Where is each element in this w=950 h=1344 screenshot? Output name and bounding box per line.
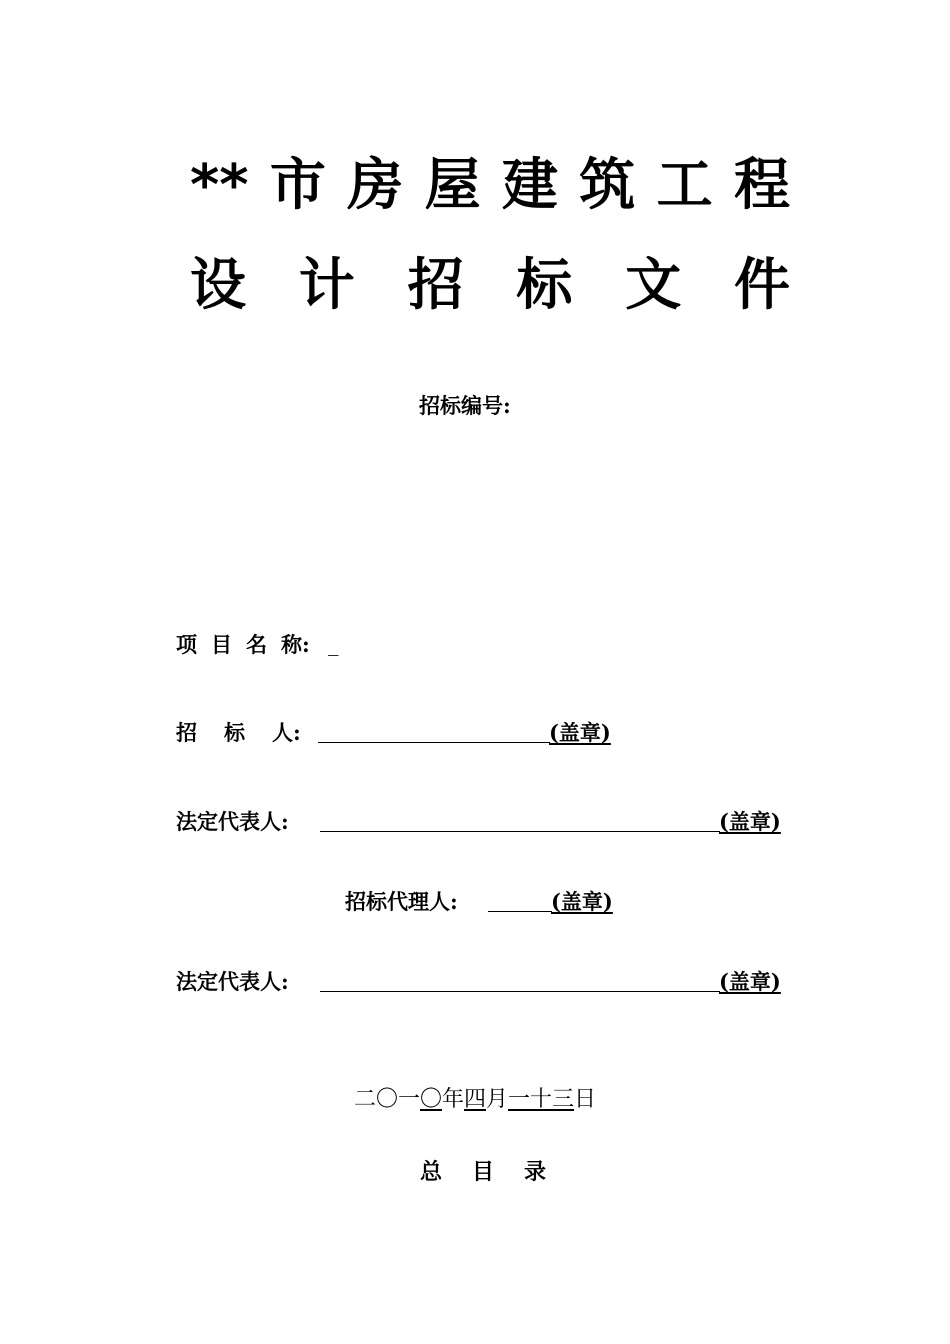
legal-rep-signature-line-1[interactable] (320, 831, 720, 832)
date-part: 〇 (419, 1087, 442, 1112)
title-char: 设 (190, 253, 246, 318)
title-char: 屋 (424, 153, 481, 218)
project-name-label (176, 634, 310, 655)
agent-seal: (盖章) (551, 889, 613, 914)
title-char: 程 (733, 153, 790, 218)
date-part: 年 (441, 1087, 464, 1112)
toc-char: 目 (472, 1159, 495, 1185)
agent-signature-line[interactable] (488, 911, 552, 912)
label-char: 招 (176, 720, 197, 745)
title-char: 筑 (579, 153, 636, 218)
date-part: 日 (574, 1087, 597, 1112)
date-part: 月 (486, 1087, 509, 1112)
legal-rep-label-1: 法定代表人: (176, 809, 289, 834)
title-char: 文 (625, 253, 682, 318)
legal-rep-seal-1: (盖章) (719, 809, 781, 834)
legal-rep-label-2: 法定代表人: (176, 969, 289, 994)
label-char: 人: (272, 720, 301, 745)
label-char: 目 (211, 632, 232, 657)
title-char: 建 (501, 153, 558, 218)
date-part: 一十三 (508, 1087, 575, 1112)
toc-char: 总 (420, 1159, 443, 1185)
project-name-value[interactable]: _ (328, 632, 339, 656)
title-char: 件 (733, 253, 790, 318)
date-part: 四 (463, 1087, 486, 1112)
title-char: ** (190, 153, 249, 218)
label-char: 项 (176, 632, 197, 657)
tenderer-seal: (盖章) (549, 720, 611, 745)
title-char: 工 (656, 153, 713, 218)
label-char: 名 (246, 632, 267, 657)
legal-rep-seal-2: (盖章) (719, 969, 781, 994)
label-char: 称: (281, 632, 310, 657)
date-part: 二〇一 (353, 1087, 420, 1112)
title-char: 招 (407, 253, 464, 318)
tenderer-signature-line[interactable] (318, 742, 550, 743)
tender-number-label: 招标编号: (419, 393, 511, 418)
tenderer-label (176, 722, 301, 743)
document-title-line-2 (190, 253, 790, 318)
title-char: 标 (516, 253, 573, 318)
table-of-contents-title (420, 1161, 546, 1183)
title-char: 市 (269, 153, 326, 218)
document-title-line-1 (190, 153, 790, 218)
legal-rep-signature-line-2[interactable] (320, 991, 720, 992)
toc-char: 录 (524, 1159, 547, 1185)
document-date (0, 1089, 950, 1111)
agent-label: 招标代理人: (345, 889, 458, 914)
title-char: 房 (347, 153, 404, 218)
label-char: 标 (224, 720, 245, 745)
title-char: 计 (298, 253, 355, 318)
